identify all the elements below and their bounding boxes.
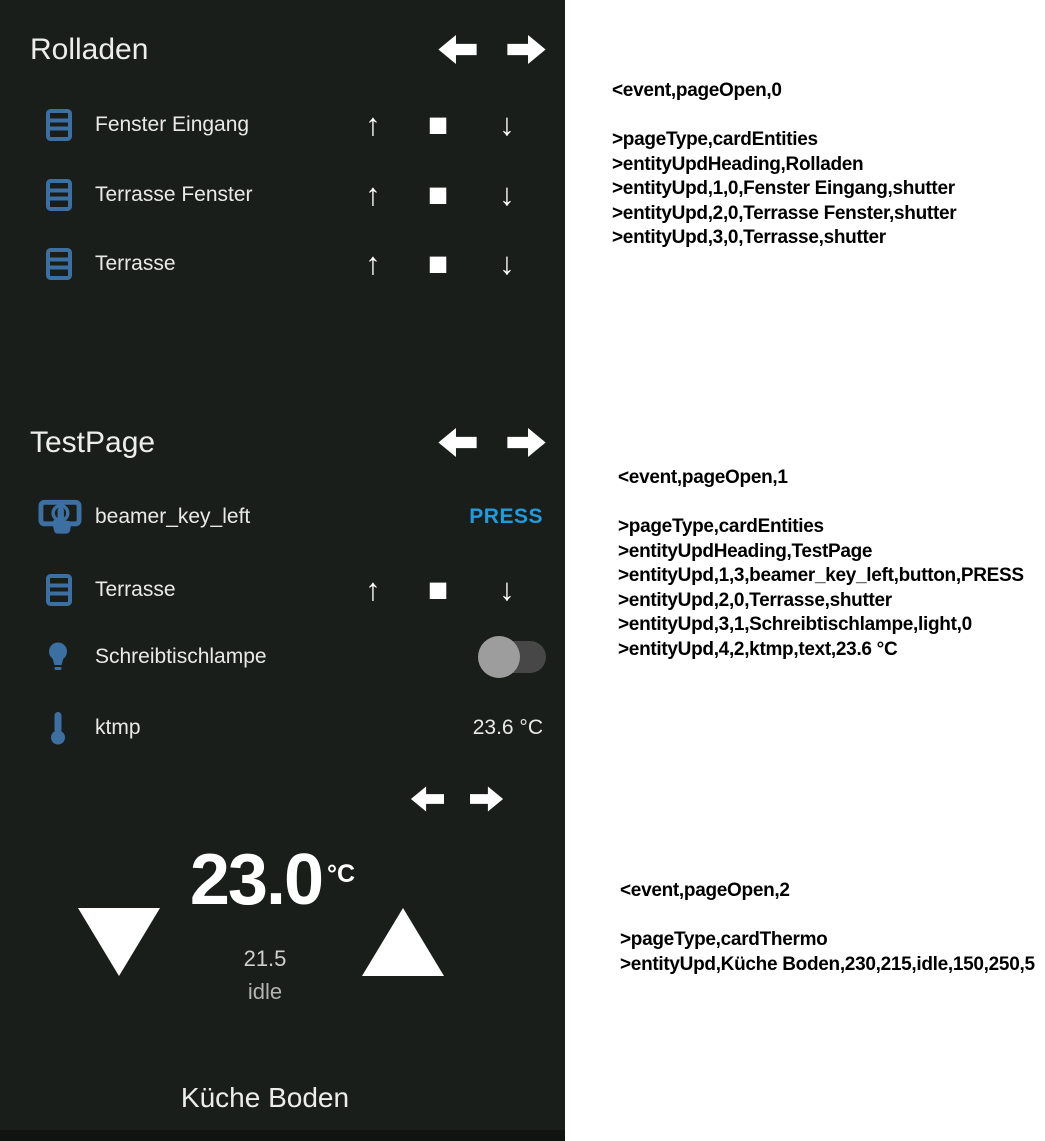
shutter-down-button[interactable]: ↓ bbox=[499, 246, 515, 281]
entity-row-beamer-key-left bbox=[0, 495, 565, 539]
thermostat-title: Küche Boden bbox=[180, 1082, 350, 1113]
lightbulb-icon bbox=[45, 641, 89, 673]
press-button[interactable]: PRESS bbox=[469, 505, 543, 528]
protocol-line: >entityUpdHeading,TestPage bbox=[618, 540, 873, 562]
shutter-icon bbox=[45, 247, 89, 281]
shutter-up-button[interactable]: ↑ bbox=[365, 107, 381, 142]
nav-left-icon[interactable] bbox=[437, 427, 477, 458]
nav-right-icon[interactable] bbox=[470, 785, 504, 813]
nav-right-icon[interactable] bbox=[507, 427, 547, 458]
entity-label: Terrasse Fenster bbox=[95, 183, 253, 206]
shutter-stop-button[interactable]: ■ bbox=[427, 245, 449, 283]
current-temperature-value: 23.0 bbox=[189, 840, 323, 920]
entity-row-ktmp bbox=[0, 706, 565, 750]
shutter-stop-button[interactable]: ■ bbox=[427, 176, 449, 214]
shutter-icon bbox=[45, 108, 89, 142]
shutter-icon bbox=[45, 178, 89, 212]
entity-label: beamer_key_left bbox=[95, 505, 251, 528]
temperature-unit: °C bbox=[327, 860, 356, 888]
protocol-line: >entityUpd,1,3,beamer_key_left,button,PRESS bbox=[618, 565, 1024, 586]
shutter-down-button[interactable]: ↓ bbox=[499, 107, 515, 142]
entity-row-terrasse bbox=[0, 568, 565, 612]
protocol-gap bbox=[612, 104, 956, 129]
hvac-state: idle bbox=[247, 979, 283, 1004]
shutter-up-button[interactable]: ↑ bbox=[365, 246, 381, 281]
protocol-event-line: <event,pageOpen,0 bbox=[612, 80, 782, 101]
bottom-bezel bbox=[0, 1130, 565, 1141]
protocol-line: >pageType,cardEntities bbox=[618, 516, 824, 537]
entity-row-fenster-eingang bbox=[0, 103, 565, 147]
protocol-block-page2 bbox=[620, 879, 1035, 977]
current-temperature bbox=[0, 842, 545, 918]
protocol-line: >entityUpd,2,0,Terrasse,shutter bbox=[618, 589, 892, 611]
setpoint-value: 21.5 bbox=[243, 946, 287, 971]
shutter-stop-button[interactable]: ■ bbox=[427, 106, 449, 144]
protocol-line: >entityUpdHeading,Rolladen bbox=[612, 153, 864, 175]
nav-left-icon[interactable] bbox=[410, 785, 444, 813]
light-toggle[interactable] bbox=[482, 641, 546, 673]
gesture-tap-icon bbox=[38, 498, 82, 536]
protocol-block-page0 bbox=[612, 79, 956, 251]
protocol-line: >entityUpd,3,1,Schreibtischlampe,light,0 bbox=[618, 614, 972, 635]
protocol-line: >entityUpd,4,2,ktmp,text,23.6 °C bbox=[618, 638, 898, 660]
nav-right-icon[interactable] bbox=[507, 34, 547, 65]
shutter-stop-button[interactable]: ■ bbox=[427, 571, 449, 609]
shutter-icon bbox=[45, 573, 89, 607]
card-testpage-title: TestPage bbox=[30, 426, 156, 459]
entity-row-schreibtischlampe bbox=[0, 635, 565, 679]
protocol-line: >entityUpd,Küche Boden,230,215,idle,150,250,5 bbox=[620, 953, 1035, 975]
entity-label: Terrasse bbox=[95, 252, 176, 275]
shutter-down-button[interactable]: ↓ bbox=[499, 177, 515, 212]
protocol-line: >entityUpd,1,0,Fenster Eingang,shutter bbox=[612, 178, 955, 199]
thermometer-icon bbox=[50, 711, 94, 745]
protocol-gap bbox=[618, 491, 1024, 516]
protocol-line: >pageType,cardThermo bbox=[620, 929, 828, 950]
nav-left-icon[interactable] bbox=[437, 34, 477, 65]
shutter-down-button[interactable]: ↓ bbox=[499, 572, 515, 607]
card-rolladen-title: Rolladen bbox=[30, 33, 149, 66]
entity-label: ktmp bbox=[95, 716, 141, 739]
temperature-value: 23.6 °C bbox=[472, 716, 543, 739]
entity-row-terrasse bbox=[0, 242, 565, 286]
entity-label: Schreibtischlampe bbox=[95, 645, 267, 668]
protocol-event-line: <event,pageOpen,2 bbox=[620, 880, 790, 901]
protocol-line: >entityUpd,2,0,Terrasse Fenster,shutter bbox=[612, 202, 957, 224]
protocol-event-line: <event,pageOpen,1 bbox=[618, 467, 788, 488]
protocol-block-page1 bbox=[618, 466, 1024, 662]
shutter-up-button[interactable]: ↑ bbox=[365, 177, 381, 212]
protocol-line: >pageType,cardEntities bbox=[612, 129, 818, 150]
shutter-up-button[interactable]: ↑ bbox=[365, 572, 381, 607]
protocol-line: >entityUpd,3,0,Terrasse,shutter bbox=[612, 227, 886, 248]
toggle-knob bbox=[478, 636, 520, 678]
protocol-gap bbox=[620, 904, 1035, 929]
entity-row-terrasse-fenster bbox=[0, 173, 565, 217]
entity-label: Terrasse bbox=[95, 578, 176, 601]
entity-label: Fenster Eingang bbox=[95, 113, 250, 136]
